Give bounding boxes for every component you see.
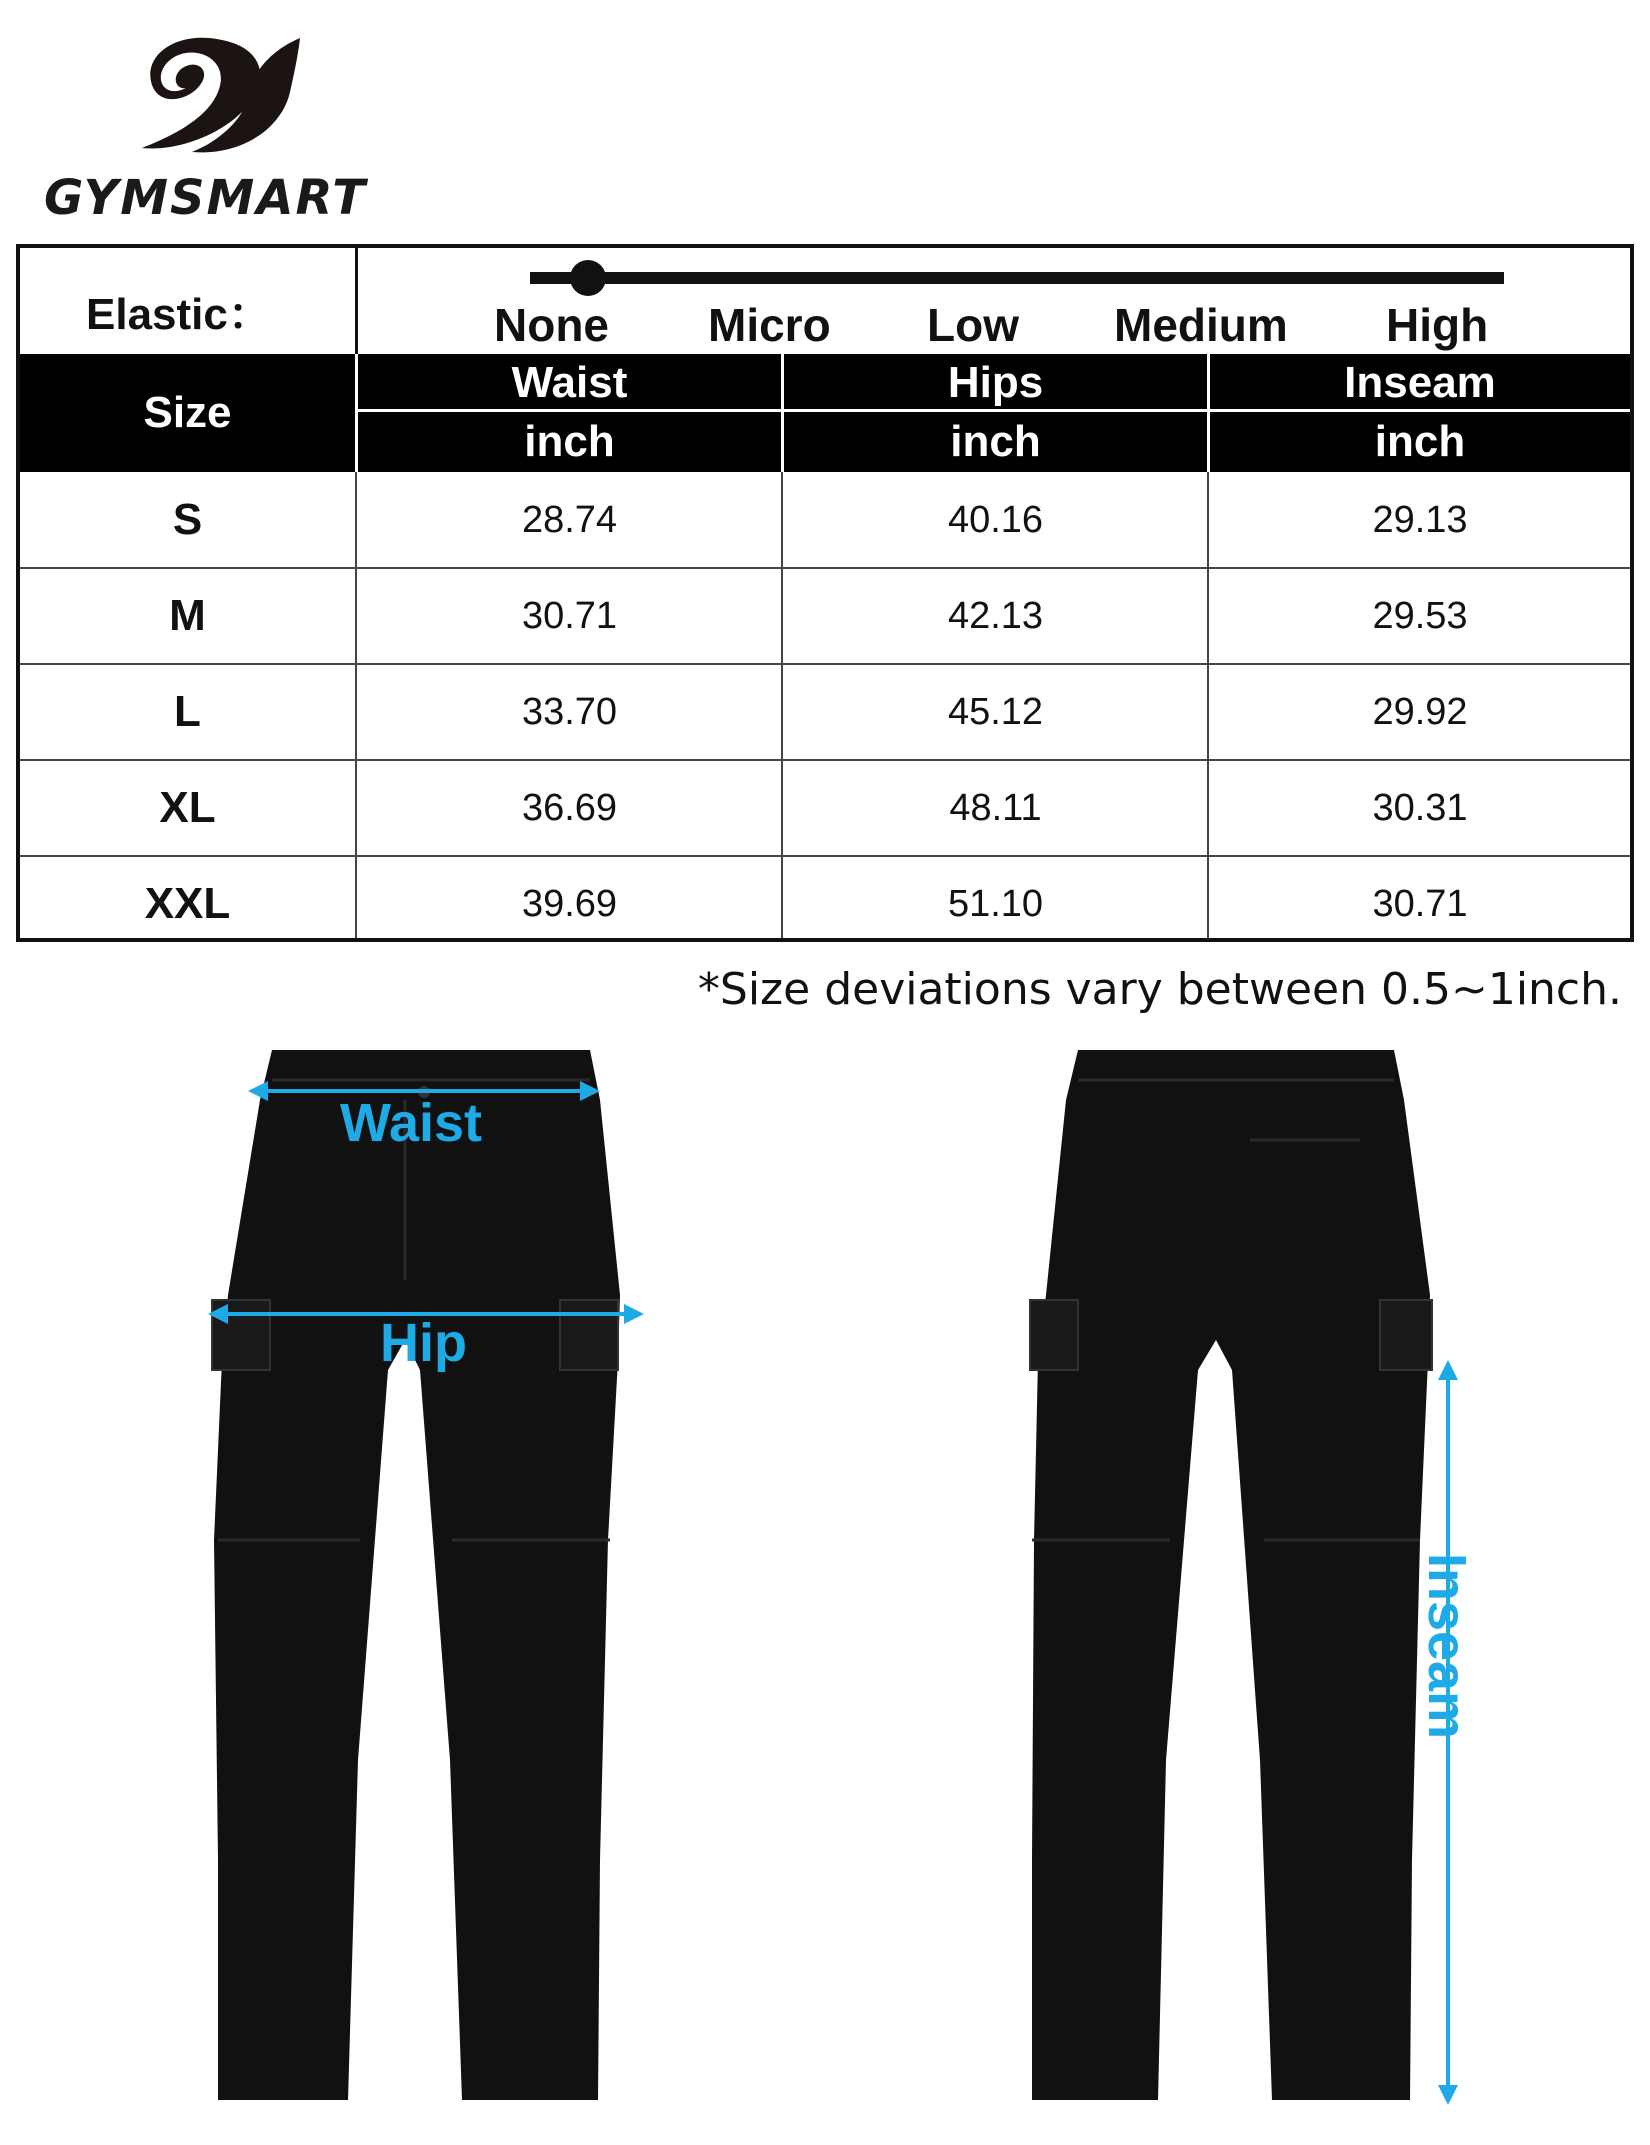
size-cell: XXL: [144, 879, 231, 928]
table-row: [20, 664, 1630, 760]
hips-header: Hips: [947, 358, 1044, 407]
inseam-value: 29.92: [1372, 691, 1468, 733]
elastic-scale: [20, 248, 1630, 354]
column-divider: [355, 472, 357, 938]
back-pants-illustration: [1020, 1040, 1480, 2140]
table-row: [20, 568, 1630, 664]
waist-value: 28.74: [521, 499, 618, 541]
hips-unit: inch: [950, 417, 1041, 466]
elastic-level-medium: Medium: [1114, 299, 1288, 351]
elastic-level-low: Low: [927, 299, 1019, 351]
gymsmart-swirl-icon: [122, 30, 312, 165]
table-row: [20, 856, 1630, 952]
inseam-value: 29.53: [1372, 595, 1468, 637]
hips-value: 45.12: [947, 691, 1044, 733]
inseam-unit: inch: [1374, 417, 1466, 466]
brand-name: GYMSMART: [44, 170, 368, 226]
row-divider: [20, 759, 1630, 761]
column-divider: [781, 472, 783, 938]
brand-logo: [38, 30, 368, 230]
elastic-label: Elastic：: [86, 290, 272, 339]
waist-measure-label: Waist: [340, 1093, 483, 1153]
elastic-level-high: High: [1386, 299, 1489, 351]
hips-value: 48.11: [949, 787, 1042, 829]
table-header: [20, 354, 1630, 472]
size-cell: XL: [159, 783, 216, 832]
waist-value: 39.69: [521, 883, 618, 925]
inseam-header: Inseam: [1344, 358, 1496, 407]
size-chart-table: [16, 244, 1634, 942]
size-cell: S: [172, 495, 203, 544]
elastic-divider: [355, 248, 358, 354]
elastic-level-none: None: [494, 299, 609, 351]
hips-value: 40.16: [947, 499, 1044, 541]
hips-value: 51.10: [947, 883, 1044, 925]
header-divider: [358, 409, 1630, 412]
row-divider: [20, 855, 1630, 857]
row-divider: [20, 663, 1630, 665]
waist-header: Waist: [511, 358, 628, 407]
elastic-indicator-dot: [570, 260, 606, 296]
size-cell: M: [169, 591, 206, 640]
waist-value: 36.69: [521, 787, 618, 829]
hip-measure-label: Hip: [380, 1313, 467, 1373]
inseam-value: 30.31: [1372, 787, 1468, 829]
size-header: Size: [143, 388, 232, 437]
inseam-value: 30.71: [1372, 883, 1468, 925]
table-row: [20, 472, 1630, 568]
inseam-value: 29.13: [1372, 499, 1468, 541]
waist-unit: inch: [524, 417, 615, 466]
size-deviation-note: *Size deviations vary between 0.5~1inch.: [697, 964, 1622, 1015]
table-row: [20, 760, 1630, 856]
elastic-level-micro: Micro: [708, 299, 831, 351]
hips-value: 42.13: [947, 595, 1044, 637]
front-pants-illustration: [200, 1040, 660, 2140]
inseam-measure-label: Inseam: [1417, 1553, 1477, 1740]
elastic-track: [530, 272, 1504, 284]
row-divider: [20, 567, 1630, 569]
waist-value: 30.71: [521, 595, 618, 637]
size-cell: L: [174, 687, 201, 736]
column-divider: [1207, 472, 1209, 938]
waist-value: 33.70: [521, 691, 618, 733]
